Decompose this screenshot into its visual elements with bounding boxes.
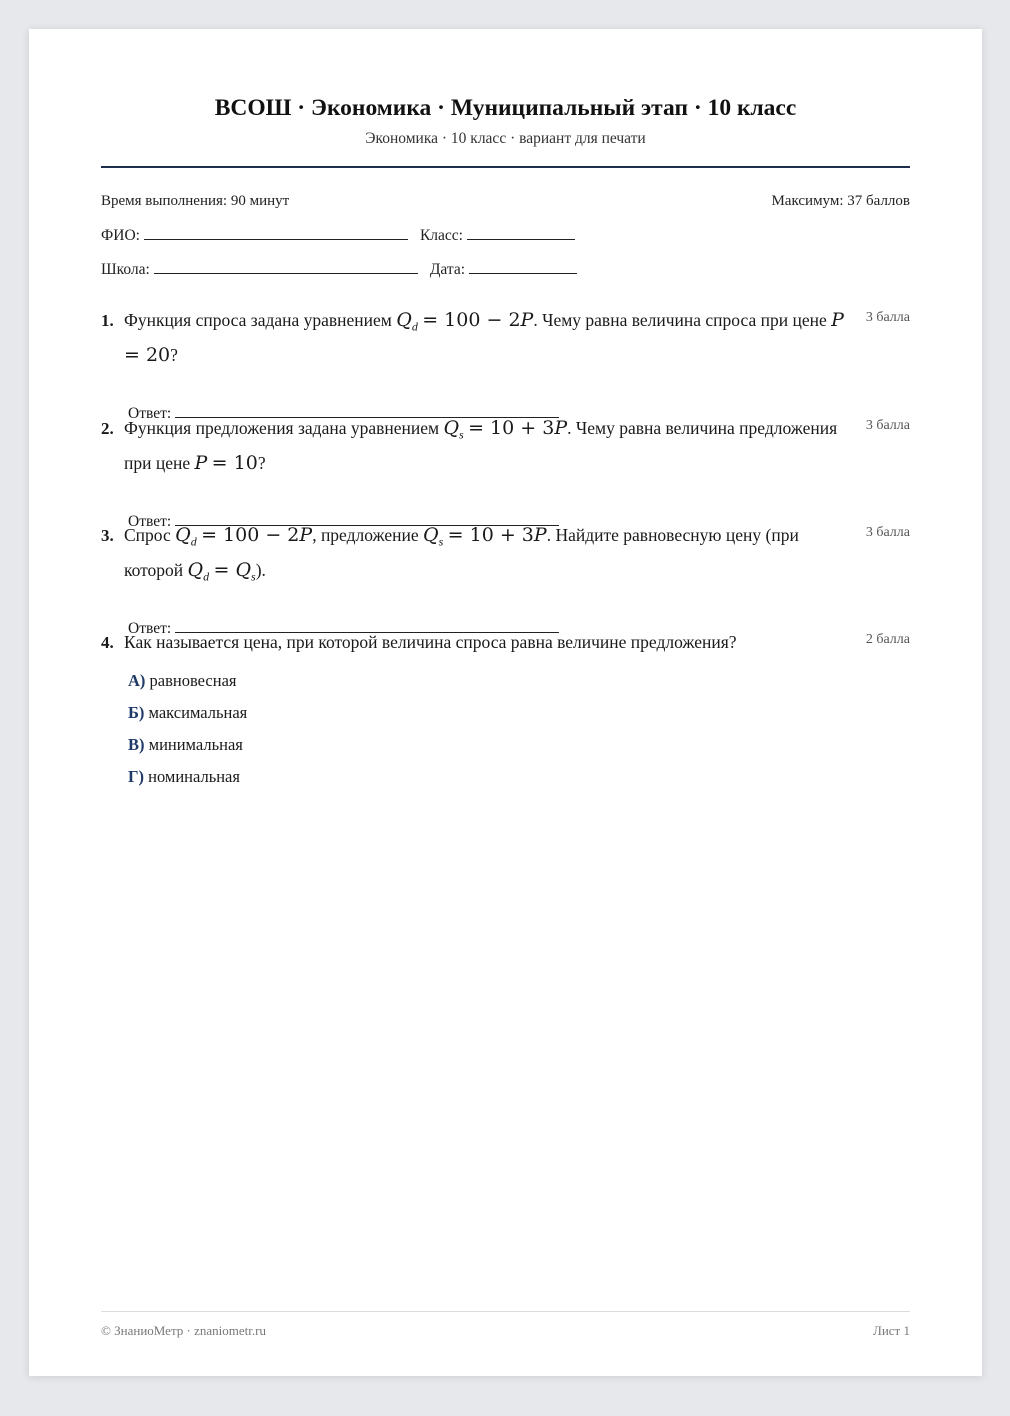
- answer-label: Ответ:: [128, 405, 172, 422]
- school-label: Школа:: [101, 261, 150, 278]
- time-limit: Время выполнения: 90 минут: [101, 193, 290, 209]
- page-subtitle: Экономика · 10 класс · вариант для печати: [365, 130, 646, 147]
- formula-demand: $Q_d = 100 - 2P$: [396, 309, 534, 334]
- question-text: [124, 414, 854, 477]
- field-row-2: [101, 259, 577, 279]
- option-text: номинальная: [148, 767, 240, 786]
- question-text-part: ?: [257, 452, 266, 473]
- school-field[interactable]: [101, 259, 418, 279]
- question-points: 3 балла: [865, 310, 910, 325]
- formula-supply: $Q_s = 10 + 3P$: [443, 417, 568, 442]
- header-divider: [101, 166, 910, 168]
- class-label: Класс:: [419, 227, 463, 244]
- page-title: ВСОШ · Экономика · Муниципальный этап · 10 класс: [214, 95, 797, 121]
- question-text-part: . Чему равна величина предложения при цене: [124, 418, 838, 473]
- question-text-part: ).: [255, 559, 266, 580]
- option-letter: Б): [128, 703, 145, 722]
- date-line[interactable]: [469, 259, 577, 274]
- fio-line[interactable]: [144, 225, 408, 240]
- date-label: Дата:: [429, 261, 466, 278]
- question-text-part: . Чему равна величина спроса при цене: [533, 310, 832, 330]
- formula-demand: $Q_d = 100 - 2P$: [175, 524, 313, 549]
- question-text: [124, 306, 854, 369]
- question-points: 2 балла: [865, 632, 910, 647]
- option-letter: Г): [128, 767, 144, 786]
- date-field[interactable]: [430, 259, 577, 279]
- formula-supply: $Q_s = 10 + 3P$: [423, 524, 547, 549]
- question-text-part: . Найдите равновесную цену (при которой: [124, 525, 799, 580]
- option-letter: А): [128, 671, 146, 690]
- question-number: 4.: [101, 633, 114, 652]
- formula-price: P = 20: [124, 309, 844, 366]
- question-text-part: ?: [170, 344, 178, 365]
- option-text: равновесная: [149, 671, 237, 690]
- question-text-part: Функция спроса задана уравнением: [124, 310, 397, 330]
- class-field[interactable]: [420, 225, 575, 245]
- footer-copyright: © ЗнаниоМетр · znaniometr.ru: [101, 1323, 266, 1338]
- field-row-1: [101, 225, 575, 245]
- option-d[interactable]: [128, 767, 240, 787]
- answer-label: Ответ:: [128, 513, 172, 530]
- formula-equilibrium: $Q_d = Q_s$: [187, 558, 256, 583]
- formula-price: P = 10: [194, 451, 258, 474]
- exam-sheet: [29, 29, 982, 1376]
- class-line[interactable]: [467, 225, 575, 240]
- question-points: 3 балла: [865, 525, 910, 540]
- question-text-part: Функция предложения задана уравнением: [124, 418, 444, 438]
- question-text-part: Спрос: [124, 525, 176, 545]
- max-score: Максимум: 37 баллов: [771, 193, 910, 209]
- option-c[interactable]: [128, 735, 243, 755]
- answer-label: Ответ:: [128, 620, 172, 637]
- question-text: Как называется цена, при которой величина спроса равна величине предложения?: [124, 632, 737, 652]
- question-number: 3.: [101, 526, 114, 545]
- fio-field[interactable]: [101, 225, 408, 245]
- question-text: [124, 521, 854, 590]
- option-a[interactable]: [128, 671, 237, 691]
- page-number: Лист 1: [873, 1323, 910, 1338]
- question-number: 2.: [101, 419, 114, 438]
- question-text-part: , предложение: [312, 525, 424, 545]
- fio-label: ФИО:: [101, 227, 140, 244]
- question-number: 1.: [101, 311, 114, 330]
- option-text: минимальная: [148, 735, 243, 754]
- question-points: 3 балла: [865, 418, 910, 433]
- footer-divider: [101, 1311, 910, 1312]
- option-letter: В): [128, 735, 145, 754]
- school-line[interactable]: [154, 259, 418, 274]
- option-text: максимальная: [148, 703, 248, 722]
- option-b[interactable]: [128, 703, 247, 723]
